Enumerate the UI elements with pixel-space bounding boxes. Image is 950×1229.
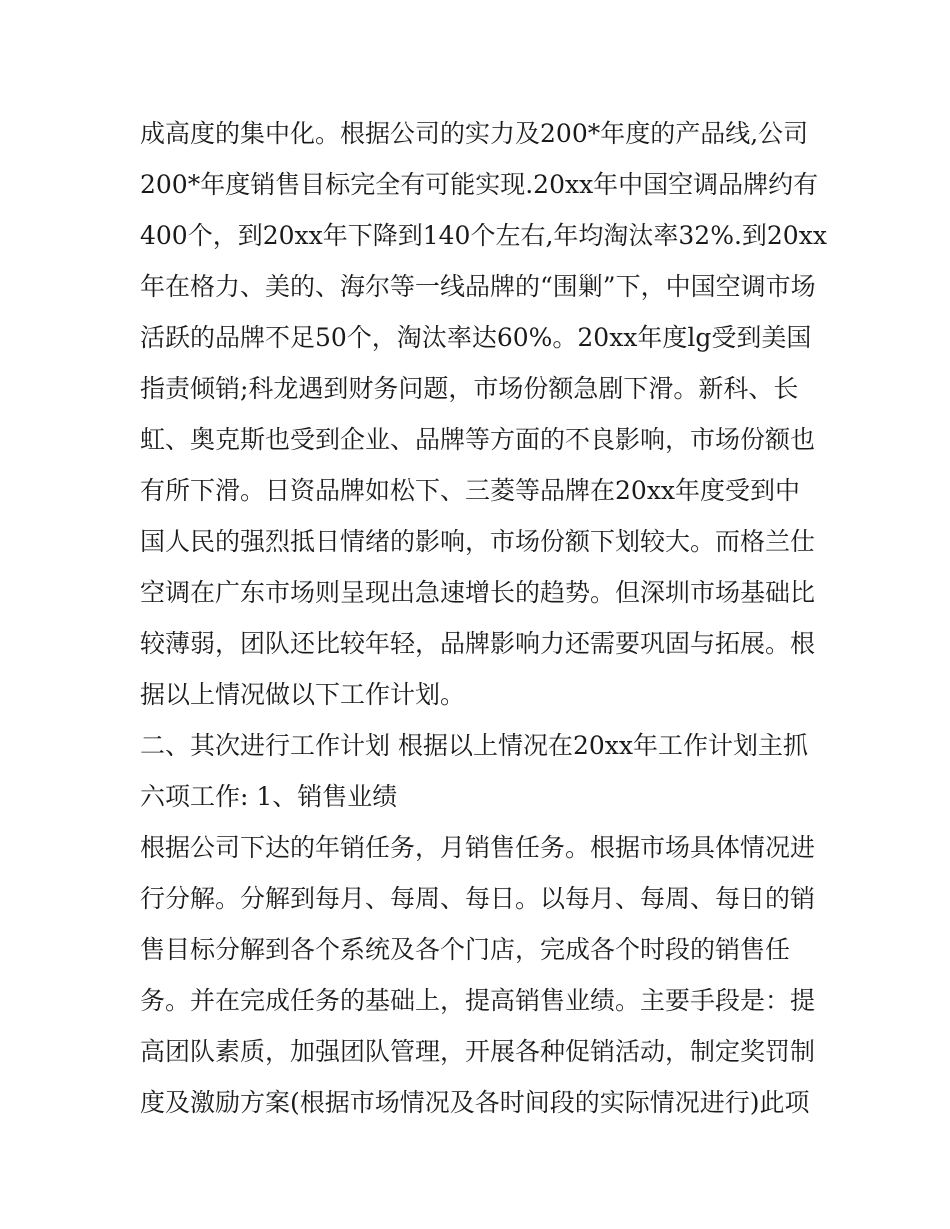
text-line: 成高度的集中化。根据公司的实力及200*年度的产品线,公司 [140,119,809,148]
text-line: 虹、奥克斯也受到企业、品牌等方面的不良影响，市场份额也 [140,425,816,454]
text-line: 行分解。分解到每月、每周、每日。以每月、每周、每日的销 [140,884,816,913]
text-line: 较薄弱，团队还比较年轻，品牌影响力还需要巩固与拓展。根 [140,629,816,658]
section-heading-line: 六项工作: 1、销售业绩 [140,782,398,811]
text-line: 年在格力、美的、海尔等一线品牌的“围剿”下，中国空调市场 [140,272,816,301]
text-line: 400个，到20xx年下降到140个左右,年均淘汰率32%.到20xx [140,221,827,250]
text-line: 国人民的强烈抵日情绪的影响，市场份额下划较大。而格兰仕 [140,527,816,556]
text-line: 根据公司下达的年销任务，月销售任务。根据市场具体情况进 [140,833,816,862]
text-line: 指责倾销;科龙遇到财务问题，市场份额急剧下滑。新科、长 [140,374,799,403]
text-line: 高团队素质，加强团队管理，开展各种促销活动，制定奖罚制 [140,1037,816,1066]
body-text [140,108,827,1128]
text-line: 据以上情况做以下工作计划。 [140,680,466,709]
text-line: 200*年度销售目标完全有可能实现.20xx年中国空调品牌约有 [140,170,819,199]
text-line: 活跃的品牌不足50个，淘汰率达60%。20xx年度lg受到美国 [140,323,812,352]
text-line: 有所下滑。日资品牌如松下、三菱等品牌在20xx年度受到中 [140,476,801,505]
text-line: 度及激励方案(根据市场情况及各时间段的实际情况进行)此项 [140,1088,810,1117]
text-line: 售目标分解到各个系统及各个门店，完成各个时段的销售任 [140,935,791,964]
text-line: 务。并在完成任务的基础上，提高销售业绩。主要手段是：提 [140,986,816,1015]
section-heading-line: 二、其次进行工作计划 根据以上情况在20xx年工作计划主抓 [140,731,808,760]
text-line: 空调在广东市场则呈现出急速增长的趋势。但深圳市场基础比 [140,578,816,607]
